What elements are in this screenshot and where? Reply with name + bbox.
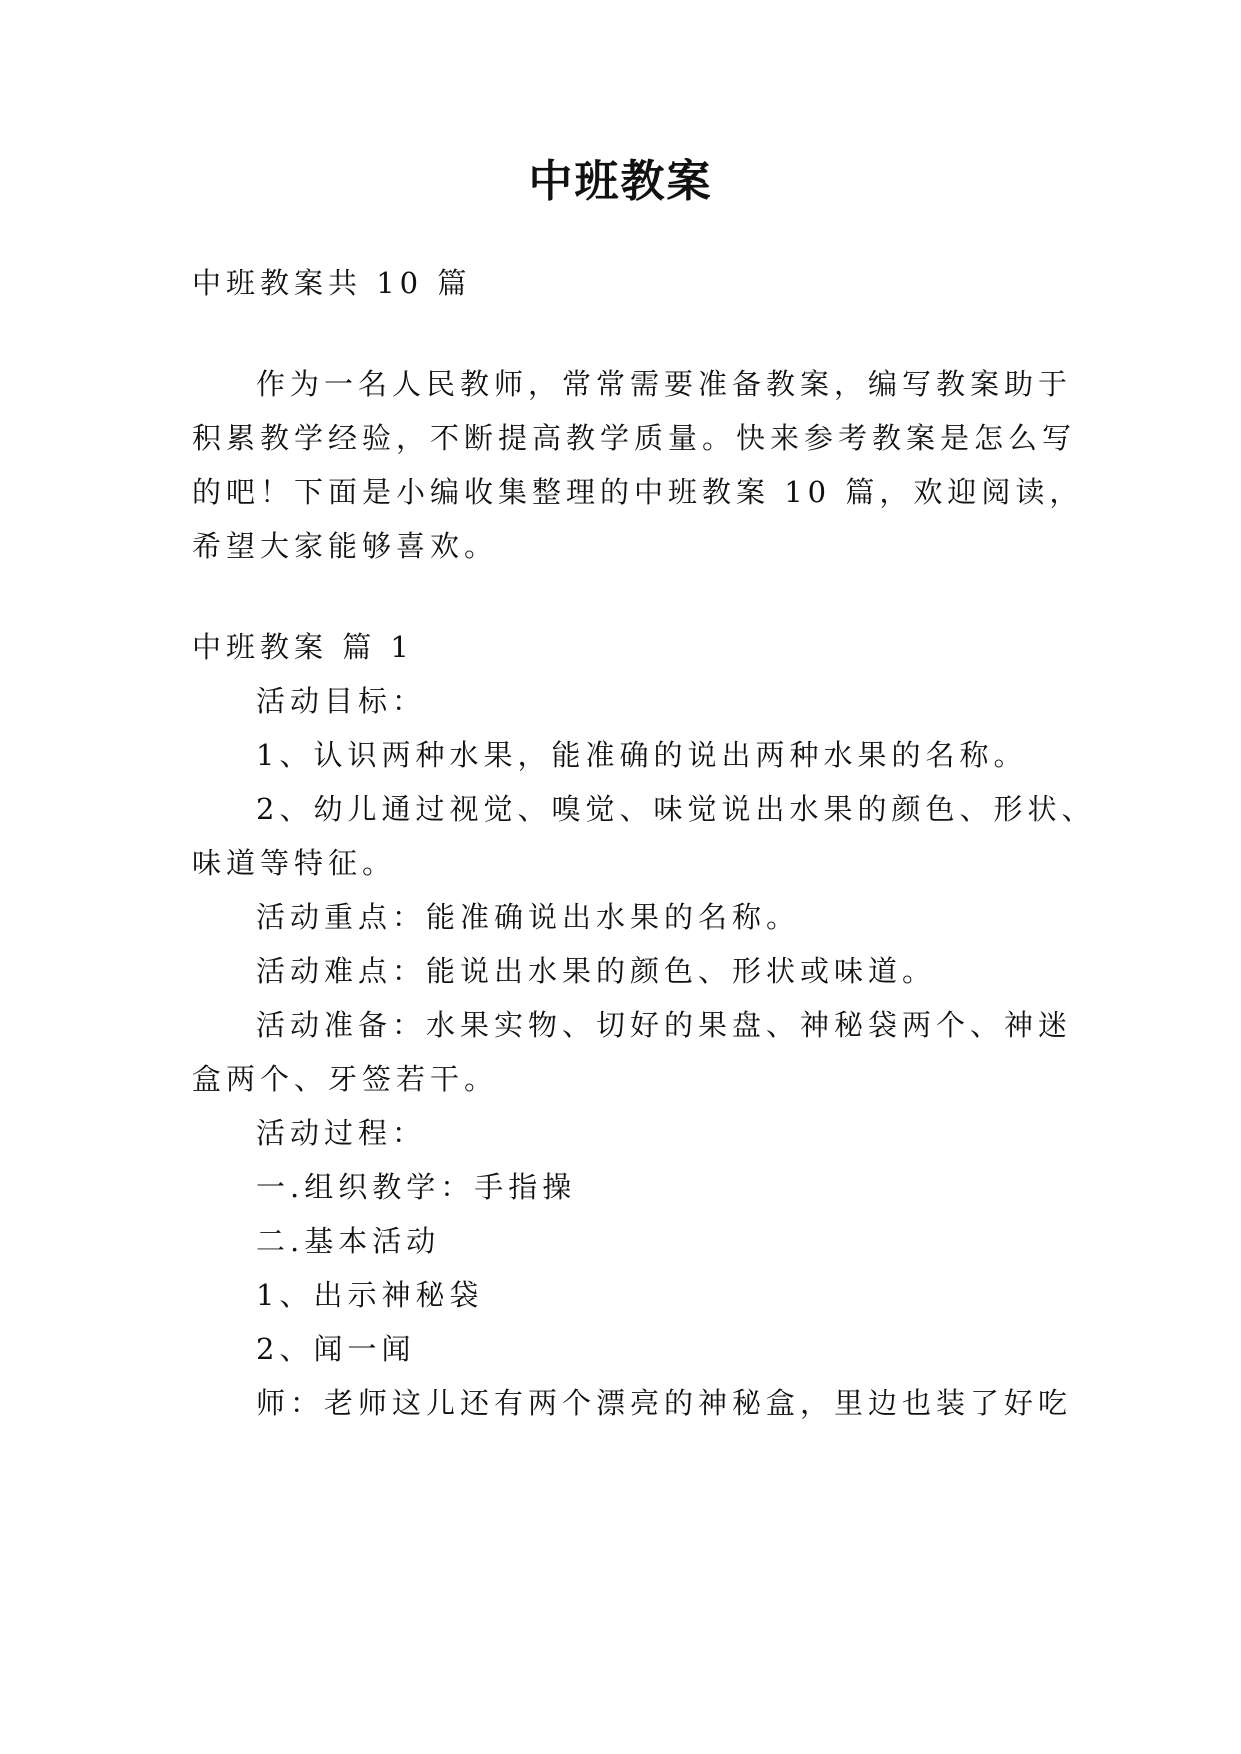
- intro-line: 的吧！下面是小编收集整理的中班教案 10 篇，欢迎阅读，: [192, 475, 1084, 509]
- body-line: 二.基本活动: [256, 1224, 441, 1258]
- body-line: 活动重点：能准确说出水果的名称。: [256, 900, 801, 934]
- body-line: 1、认识两种水果，能准确的说出两种水果的名称。: [256, 738, 1028, 772]
- document-title: 中班教案: [528, 156, 713, 207]
- section-heading: 中班教案 篇 1: [192, 630, 414, 664]
- document-subtitle: 中班教案共 10 篇: [192, 266, 472, 300]
- intro-line: 希望大家能够喜欢。: [192, 529, 499, 563]
- body-line: 2、幼儿通过视觉、嗅觉、味觉说出水果的颜色、形状、: [256, 792, 1096, 826]
- body-line: 一.组织教学：手指操: [256, 1170, 577, 1204]
- body-line: 活动目标：: [256, 684, 427, 718]
- body-line: 2、闻一闻: [256, 1332, 416, 1366]
- body-line: 活动准备：水果实物、切好的果盘、神秘袋两个、神迷: [256, 1008, 1073, 1042]
- intro-line: 积累教学经验，不断提高教学质量。快来参考教案是怎么写: [192, 421, 1077, 455]
- body-line: 味道等特征。: [192, 846, 397, 880]
- body-line: 师：老师这儿还有两个漂亮的神秘盒，里边也装了好吃: [256, 1386, 1073, 1420]
- body-line: 活动过程：: [256, 1116, 427, 1150]
- body-line: 活动难点：能说出水果的颜色、形状或味道。: [256, 954, 937, 988]
- body-line: 1、出示神秘袋: [256, 1278, 484, 1312]
- body-line: 盒两个、牙签若干。: [192, 1062, 499, 1096]
- intro-line: 作为一名人民教师，常常需要准备教案，编写教案助于: [256, 367, 1073, 401]
